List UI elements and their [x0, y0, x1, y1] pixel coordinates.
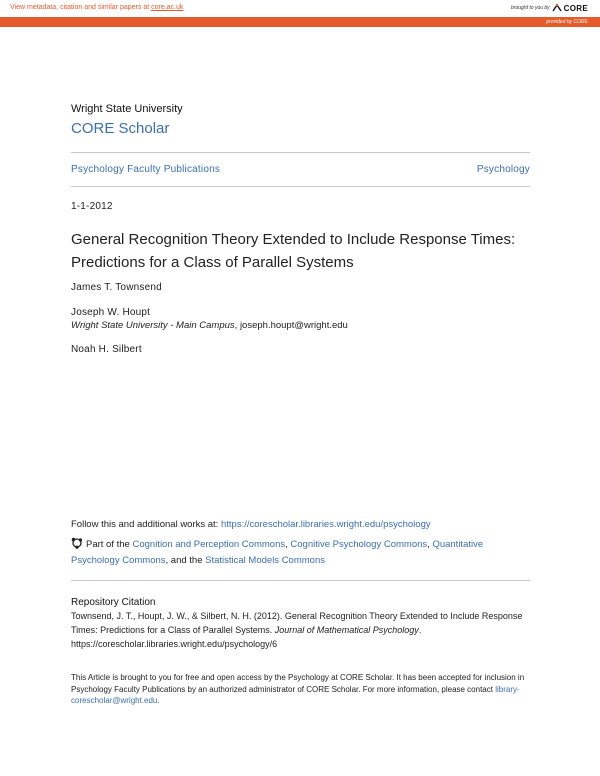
- access-disclaimer: [71, 672, 536, 707]
- divider: [71, 152, 530, 153]
- collection-link[interactable]: Psychology Faculty Publications: [71, 164, 221, 175]
- core-logo-icon: [552, 3, 562, 13]
- citation-text: [71, 609, 541, 651]
- follow-link[interactable]: https://corescholar.libraries.wright.edu/psychology: [220, 519, 431, 530]
- department-link[interactable]: Psychology: [476, 164, 530, 175]
- follow-line: [71, 519, 431, 530]
- banner-prefix: View metadata, citation and similar papers at: [10, 4, 152, 11]
- author-affiliation: [71, 320, 348, 331]
- author-email: , joseph.houpt@wright.edu: [234, 320, 348, 331]
- core-metadata-link[interactable]: [10, 4, 183, 11]
- author-name: James T. Townsend: [71, 282, 162, 293]
- journal-name: Journal of Mathematical Psychology: [274, 625, 419, 635]
- affiliation-name: Wright State University - Main Campus: [71, 320, 235, 331]
- citation-body: Townsend, J. T., Houpt, J. W., & Silbert, N. H. (2012). General Recognition Theory Extended to Include Response Times: Predictions for a Class of Parallel Systems.: [71, 611, 523, 635]
- institution-name: Wright State University: [71, 103, 183, 115]
- separator: , and the: [165, 555, 206, 566]
- separator: ,: [427, 539, 433, 550]
- publication-date: 1-1-2012: [71, 201, 113, 212]
- commons-link[interactable]: Cognition and Perception Commons: [132, 539, 286, 550]
- commons-link[interactable]: Statistical Models Commons: [205, 555, 325, 566]
- author-name: Joseph W. Houpt: [71, 307, 151, 318]
- part-of-line: [71, 537, 531, 569]
- separator: ,: [285, 539, 291, 550]
- repository-link[interactable]: CORE Scholar: [71, 120, 170, 137]
- commons-link[interactable]: Cognitive Psychology Commons: [290, 539, 428, 550]
- banner-link[interactable]: core.ac.uk: [151, 4, 184, 11]
- orange-strip: [0, 17, 600, 27]
- author-name: Noah H. Silbert: [71, 344, 142, 355]
- divider: [71, 580, 530, 581]
- disclaimer-suffix: .: [157, 696, 160, 705]
- citation-heading: Repository Citation: [71, 597, 156, 608]
- core-wordmark: CORE: [563, 3, 588, 13]
- provided-by: provided by CORE: [546, 19, 588, 25]
- contact-email-link[interactable]: library-corescholar@wright.edu: [71, 684, 520, 705]
- divider: [71, 186, 530, 187]
- brought-by-text: brought to you by: [511, 5, 550, 11]
- citation-url: . https://corescholar.libraries.wright.edu/psychology/6: [71, 625, 422, 649]
- commons-link[interactable]: Quantitative Psychology Commons: [71, 539, 484, 566]
- disclaimer-text: This Article is brought to you for free and open access by the Psychology at CORE Scholar. It has been accepted for inclusion in Psychology Faculty Publications by an authorized administrator of CORE Scholar. For more information, please contact: [71, 673, 525, 694]
- part-of-prefix: Part of the: [86, 539, 133, 550]
- network-icon: [71, 537, 83, 549]
- brought-by[interactable]: [511, 3, 588, 13]
- follow-text: Follow this and additional works at:: [71, 519, 221, 530]
- article-title: General Recognition Theory Extended to Include Response Times: Predictions for a Class of Parallel Systems: [71, 231, 516, 271]
